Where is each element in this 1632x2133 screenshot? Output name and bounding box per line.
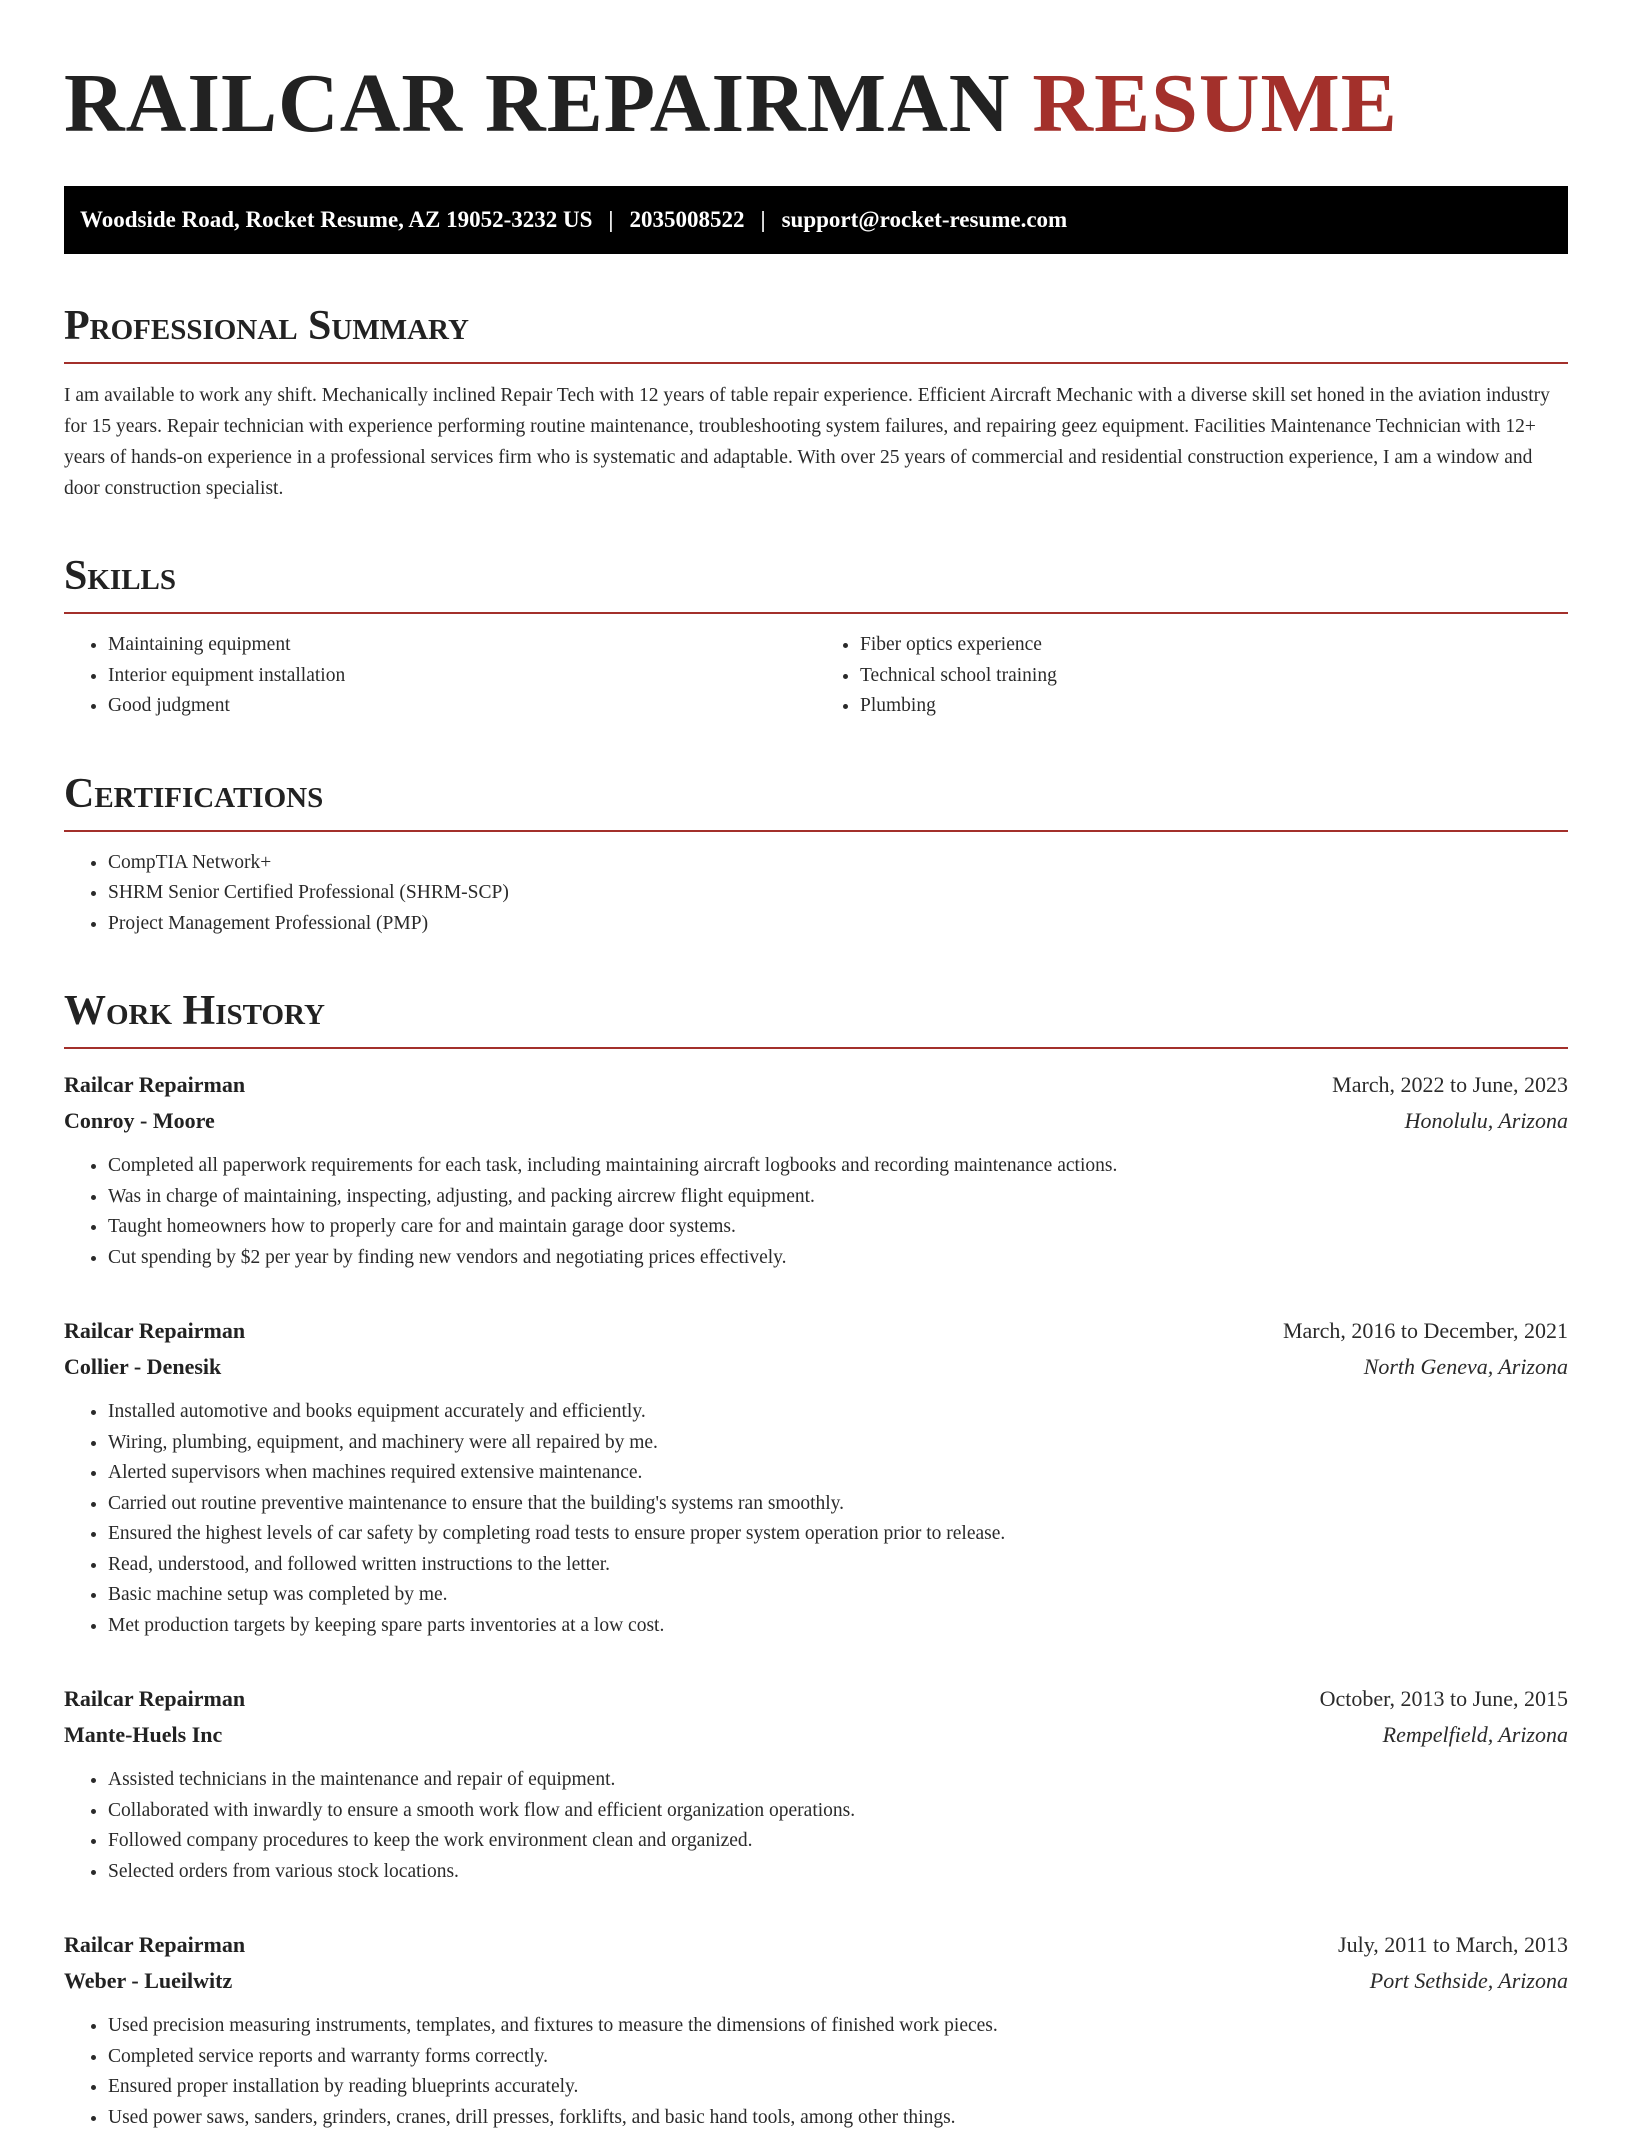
job-header-row [64,1927,1568,1963]
job-title: Railcar Repairman [64,1067,245,1103]
certification-item: • CompTIA Network+ [108,848,1568,879]
skill-item: • Interior equipment installation [108,661,816,692]
contact-address: Woodside Road, Rocket Resume, AZ 19052-3232 US [80,207,592,233]
title-main: RAILCAR REPAIRMAN [64,57,1010,150]
certifications-list [64,848,1568,940]
certifications-heading: Certifications [64,768,1568,832]
job-bullet: • Read, understood, and followed written instructions to the letter. [108,1550,1568,1581]
job-title: Railcar Repairman [64,1681,245,1717]
job-bullets [64,2011,1568,2133]
job-entry [64,1681,1568,1887]
job-bullet: • Used power saws, sanders, grinders, cranes, drill presses, forklifts, and basic hand tools, among other things. [108,2103,1568,2133]
skills-columns [64,614,1568,722]
skills-list-left [64,630,816,722]
contact-phone: 2035008522 [630,207,745,233]
contact-separator: | [592,207,629,233]
summary-heading: Professional Summary [64,300,1568,364]
job-bullet: • Selected orders from various stock locations. [108,1857,1568,1888]
job-bullet: • Wiring, plumbing, equipment, and machinery were all repaired by me. [108,1428,1568,1459]
job-bullet: • Installed automotive and books equipment accurately and efficiently. [108,1397,1568,1428]
job-location: North Geneva, Arizona [1364,1349,1568,1385]
job-dates: March, 2016 to December, 2021 [1283,1313,1568,1349]
job-bullet: • Ensured proper installation by reading blueprints accurately. [108,2072,1568,2103]
job-bullet: • Basic machine setup was completed by me. [108,1580,1568,1611]
title-accent: RESUME [1032,57,1397,150]
skill-item: • Good judgment [108,691,816,722]
job-bullets [64,1765,1568,1887]
job-header-row [64,1067,1568,1103]
skills-section [64,550,1568,722]
job-location: Port Sethside, Arizona [1370,1963,1568,1999]
job-company: Collier - Denesik [64,1349,221,1385]
job-bullet: • Taught homeowners how to properly care for and maintain garage door systems. [108,1212,1568,1243]
job-bullet: • Completed all paperwork requirements for each task, including maintaining aircraft logbooks and recording maintenance actions. [108,1151,1568,1182]
contact-separator: | [745,207,782,233]
job-bullet: • Met production targets by keeping spare parts inventories at a low cost. [108,1611,1568,1642]
skill-item: • Maintaining equipment [108,630,816,661]
job-company: Mante-Huels Inc [64,1717,222,1753]
job-title: Railcar Repairman [64,1313,245,1349]
job-bullets [64,1397,1568,1641]
job-bullet: • Collaborated with inwardly to ensure a smooth work flow and efficient organization operations. [108,1796,1568,1827]
job-company-row [64,1717,1568,1753]
job-company: Conroy - Moore [64,1103,215,1139]
resume-title [64,56,1568,152]
job-company-row [64,1103,1568,1139]
job-entry [64,1067,1568,1273]
skill-item: • Plumbing [860,691,1568,722]
certifications-section [64,768,1568,940]
certification-item: • Project Management Professional (PMP) [108,909,1568,940]
skill-item: • Technical school training [860,661,1568,692]
job-bullet: • Was in charge of maintaining, inspecting, adjusting, and packing aircrew flight equipment. [108,1182,1568,1213]
job-bullet: • Used precision measuring instruments, templates, and fixtures to measure the dimensions of finished work pieces. [108,2011,1568,2042]
job-entry [64,1313,1568,1641]
job-bullet: • Alerted supervisors when machines required extensive maintenance. [108,1458,1568,1489]
job-dates: July, 2011 to March, 2013 [1338,1927,1568,1963]
certification-item: • SHRM Senior Certified Professional (SHRM-SCP) [108,878,1568,909]
job-company: Weber - Lueilwitz [64,1963,232,1999]
skills-heading: Skills [64,550,1568,614]
job-header-row [64,1313,1568,1349]
job-company-row [64,1349,1568,1385]
job-location: Honolulu, Arizona [1405,1103,1568,1139]
job-dates: October, 2013 to June, 2015 [1320,1681,1568,1717]
job-entry [64,1927,1568,2133]
job-title: Railcar Repairman [64,1927,245,1963]
job-bullet: • Assisted technicians in the maintenance and repair of equipment. [108,1765,1568,1796]
summary-section [64,300,1568,504]
job-bullet: • Completed service reports and warranty forms correctly. [108,2042,1568,2073]
job-bullet: • Cut spending by $2 per year by finding new vendors and negotiating prices effectively. [108,1243,1568,1274]
skill-item: • Fiber optics experience [860,630,1568,661]
work-history-heading: Work History [64,985,1568,1049]
job-bullet: • Ensured the highest levels of car safety by completing road tests to ensure proper system operation prior to release. [108,1519,1568,1550]
job-bullet: • Carried out routine preventive maintenance to ensure that the building's systems ran smoothly. [108,1489,1568,1520]
contact-email[interactable]: support@rocket-resume.com [782,207,1068,233]
job-bullets [64,1151,1568,1273]
job-header-row [64,1681,1568,1717]
work-history-section [64,985,1568,2133]
skills-list-right [816,630,1568,722]
job-company-row [64,1963,1568,1999]
contact-bar [64,186,1568,254]
summary-text: I am available to work any shift. Mechanically inclined Repair Tech with 12 years of table repair experience. Efficient Aircraft Mechanic with a diverse skill set honed in the aviation industry for 15 years. Repair technician with experience performing routine maintenance, troubleshooting system failures, and repairing geez equipment. Facilities Maintenance Technician with 12+ years of hands-on experience in a professional services firm who is systematic and adaptable. With over 25 years of commercial and residential construction experience, I am a window and door construction specialist. [64,380,1568,504]
job-dates: March, 2022 to June, 2023 [1332,1067,1568,1103]
job-bullet: • Followed company procedures to keep the work environment clean and organized. [108,1826,1568,1857]
job-location: Rempelfield, Arizona [1383,1717,1568,1753]
